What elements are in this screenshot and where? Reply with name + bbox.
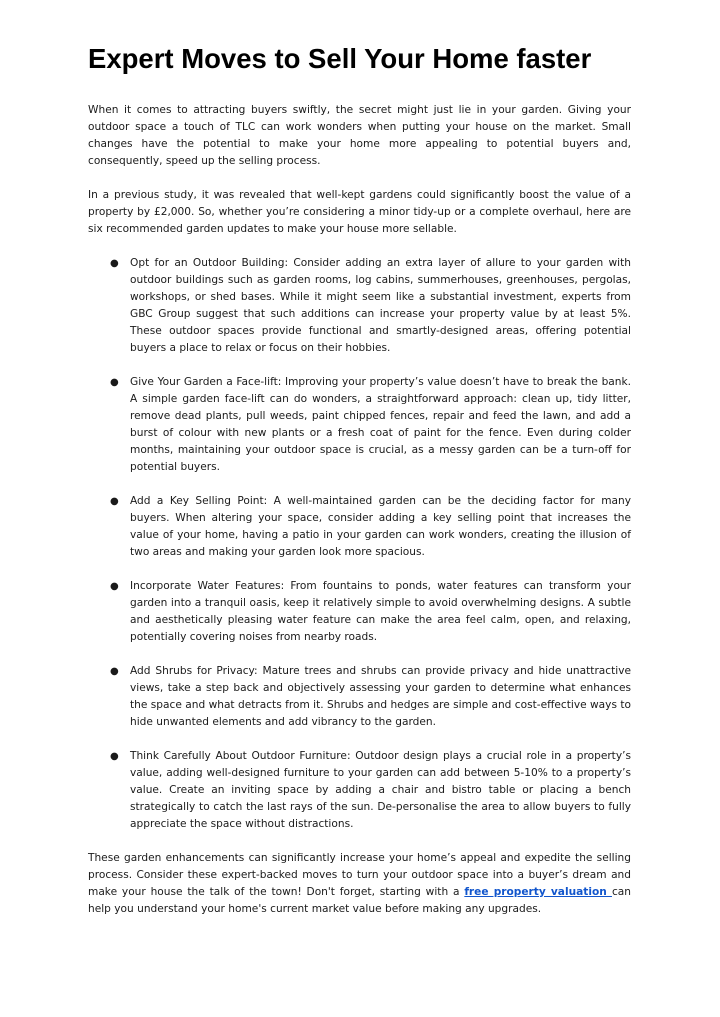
document-page bbox=[88, 40, 631, 935]
tip-water-features bbox=[88, 578, 631, 646]
conclusion-paragraph bbox=[88, 850, 631, 918]
tip-outdoor-building bbox=[88, 255, 631, 357]
tips-list bbox=[88, 255, 631, 833]
page-title: Expert Moves to Sell Your Home faster bbox=[88, 43, 592, 74]
tip-key-selling-point bbox=[88, 493, 631, 561]
conclusion-text-after-link: can help you understand your home's current market value before making any upgrades. bbox=[88, 886, 631, 915]
tip-face-lift bbox=[88, 374, 631, 476]
tip-text: Opt for an Outdoor Building: Consider adding an extra layer of allure to your garden with outdoor buildings such as garden rooms, log cabins, summerhouses, greenhouses, pergolas, workshops, or shed bases. While it might seem like a substantial investment, experts from GBC Group suggest that such additions can increase your property value by at least 5%. These outdoor spaces provide functional and smartly-designed areas, offering potential buyers a place to relax or focus on their hobbies. bbox=[130, 257, 631, 354]
tip-shrubs-privacy bbox=[88, 663, 631, 731]
bullet-icon: ● bbox=[110, 496, 119, 507]
tip-text: Add Shrubs for Privacy: Mature trees and shrubs can provide privacy and hide unattractive views, take a step back and objectively assessing your garden to determine what enhances the space and what detracts from it. Shrubs and hedges are simple and cost-effective ways to hide unwanted elements and add vibrancy to the garden. bbox=[130, 665, 631, 728]
bullet-icon: ● bbox=[110, 666, 119, 677]
free-property-valuation-link[interactable]: free property valuation bbox=[464, 886, 612, 898]
tip-outdoor-furniture bbox=[88, 748, 631, 833]
bullet-icon: ● bbox=[110, 751, 119, 762]
tip-text: Add a Key Selling Point: A well-maintained garden can be the deciding factor for many buyers. When altering your space, consider adding a key selling point that increases the value of your home, having a patio in your garden can work wonders, creating the illusion of two areas and making your garden look more spacious. bbox=[130, 495, 631, 558]
tip-text: Think Carefully About Outdoor Furniture: Outdoor design plays a crucial role in a property’s value, adding well-designed furniture to your garden can add between 5-10% to a property’s value. Create an inviting space by adding a chair and bistro table or placing a bench strategically to catch the last rays of the sun. De-personalise the area to allow buyers to fully appreciate the space without distractions. bbox=[130, 750, 631, 830]
bullet-icon: ● bbox=[110, 581, 119, 592]
intro-paragraph-2: In a previous study, it was revealed that well-kept gardens could significantly boost the value of a property by £2,000. So, whether you’re considering a minor tidy-up or a complete overhaul, here are six recommended garden updates to make your house more sellable. bbox=[88, 189, 631, 235]
bullet-icon: ● bbox=[110, 377, 119, 388]
bullet-icon: ● bbox=[110, 258, 119, 269]
tip-text: Give Your Garden a Face-lift: Improving your property’s value doesn’t have to break the bank. A simple garden face-lift can do wonders, a straightforward approach: clean up, tidy litter, remove dead plants, pull weeds, paint chipped fences, repair and feed the lawn, and add a burst of colour with new plants or a fresh coat of paint for the fence. Even during colder months, maintaining your outdoor space is crucial, as a messy garden can be a turn-off for potential buyers. bbox=[130, 376, 631, 473]
conclusion-text-before-link: These garden enhancements can significantly increase your home’s appeal and expedite the selling process. Consider these expert-backed moves to turn your outdoor space into a buyer’s dream and make your house the talk of the town! Don't forget, starting with a bbox=[88, 852, 631, 898]
intro-paragraph-1: When it comes to attracting buyers swiftly, the secret might just lie in your garden. Giving your outdoor space a touch of TLC can work wonders when putting your house on the market. Small changes have the potential to make your home more appealing to potential buyers and, consequently, speed up the selling process. bbox=[88, 104, 631, 167]
tip-text: Incorporate Water Features: From fountains to ponds, water features can transform your garden into a tranquil oasis, keep it relatively simple to avoid overwhelming designs. A subtle and aesthetically pleasing water feature can make the area feel calm, open, and relaxing, potentially covering noises from nearby roads. bbox=[130, 580, 631, 643]
